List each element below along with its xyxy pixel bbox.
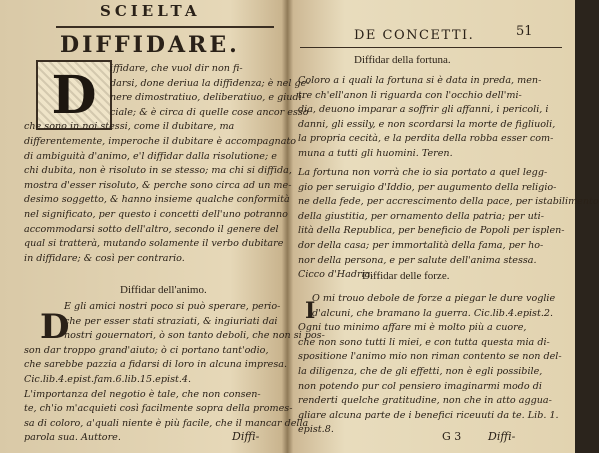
text-line: la propria cecità, e la perdita della robba esser com- (298, 133, 554, 145)
text-line: nostri gouernatori, ò son tanto deboli, che non si pos- (64, 330, 325, 342)
section-heading-fortune: Diffidar della fortuna. (354, 54, 451, 66)
text-line: renderti quelche gratitudine, non che in atto aggua- (298, 395, 552, 407)
text-line: sa di coloro, a'quali niente è più facile, che il mancar della (24, 417, 309, 429)
text-line: la diligenza, che de gli effetti, non è egli possibile, (298, 365, 543, 377)
text-line: accommodarsi sotto dell'altro, secondo il genere del (24, 223, 279, 235)
text-line: desimo soggetto, & hanno insieme qualche conformità (24, 194, 290, 206)
text-line: te, ch'io m'acquieti così facilmente sopra della promes- (24, 403, 293, 415)
section-heading-forces: Diffidar delle forze. (362, 270, 450, 282)
text-line: nel significato, per questo i concetti dell'uno potranno (24, 208, 288, 220)
text-line: L'importanza del negotio è tale, che non consen- (24, 388, 261, 400)
text-line: gio per seruigio d'Iddio, per augumento della religio- (298, 181, 557, 193)
text-line: muna a tutti gli huomini. Teren. (298, 147, 453, 159)
section-initial: D (40, 307, 70, 347)
text-line: Coloro a i quali la fortuna si è data in preda, men- (298, 75, 542, 86)
text-line: che non sono tutti li miei, e con tutta questa mia di- (298, 336, 550, 348)
text-line: dia, deuono imparar a soffrir gli affanni, i pericoli, i (298, 104, 549, 116)
header-rule (56, 26, 274, 28)
running-head: SCIELTA (100, 2, 201, 20)
catchword: Diffi- (488, 430, 516, 443)
text-line: parola sua. Auttore. (24, 432, 121, 444)
text-line: di ambiguità d'animo, e'l diffidar dalla risolutione; e (24, 150, 277, 162)
text-line: chi dubita, non è risoluto in se stesso; ma chi si diffida, (24, 165, 292, 177)
page-number: 51 (516, 24, 533, 39)
text-line: che sarebbe pazzia a fidarsi di loro in alcuna impresa. (24, 359, 288, 371)
fortune-paragraph-2 (298, 166, 599, 283)
section-initial: I (305, 298, 316, 324)
text-line: lità della Republica, per beneficio de Popoli per isplen- (298, 225, 565, 237)
text-line: ne della fede, per accrescimento della pace, per istabilimento (298, 196, 599, 208)
text-line: che per esser stati straziati, & ingiuriati dai (64, 315, 278, 327)
fortune-paragraph-1 (298, 74, 566, 162)
intro-paragraph (24, 62, 310, 266)
text-line: gliare alcuna parte de i benefici riceuuti da te. Lib. 1. (298, 409, 559, 421)
text-line: che sono in noi stessi, come il dubitare, ma (24, 121, 235, 133)
text-line: son dar troppo grand'aiuto; ò ci portano tant'odio, (24, 344, 269, 356)
text-line: darsi, done deriua la diffidenza; è nel ge- (110, 77, 310, 89)
section-heading: Diffidar dell'animo. (120, 284, 207, 296)
text-line: d'alcuni, che bramano la guerra. Cic.lib.4.epist.2. (312, 307, 554, 319)
text-line: epist.8. (298, 424, 334, 436)
running-head: DE CONCETTI. (354, 28, 475, 43)
catchword: Diffi- (232, 430, 260, 443)
text-line: spositione l'animo mio non riman contento se non del- (298, 351, 562, 363)
text-line: dor della casa; per immortalità della fama, per ho- (298, 239, 544, 251)
text-line: Cicco d'Hadria. (298, 269, 374, 281)
text-line: tre ch'ell'anon li riguarda con l'occhio dell'mi- (298, 89, 522, 101)
text-line: in diffidare; & così per contrario. (24, 252, 185, 264)
text-line: nor della persona, e per salute dell'anima stessa. (298, 254, 537, 266)
header-rule (300, 47, 562, 48)
text-line: Cic.lib.4.epist.fam.6.lib.15.epist.4. (24, 373, 192, 385)
forces-paragraph (298, 292, 566, 438)
text-line: qual si tratterà, mutando solamente il verbo dubitare (24, 238, 284, 250)
text-line: della giustitia, per ornamento della patria; per uti- (298, 210, 544, 222)
text-line: non potendo pur col pensiero imaginarmi modo di (298, 380, 542, 392)
text-line: iffidare, che vuol dir non fi- (110, 63, 243, 74)
text-line: Ogni tuo minimo affare mi è molto più a cuore, (298, 322, 527, 334)
text-line: E gli amici nostri poco si può sperare, perio- (64, 301, 281, 312)
text-line: danni, gli essily, e non scordarsi la morte de figliuoli, (298, 118, 556, 130)
text-line: La fortuna non vorrà che io sia portato a quel legg- (298, 167, 548, 178)
signature-mark: G 3 (442, 430, 462, 443)
text-line: O mi trouo debole de forze a piegar le dure voglie (312, 293, 556, 304)
text-line: ciale; & è circa di quelle cose ancor esso (110, 106, 309, 118)
decorated-initial: D (36, 60, 112, 130)
page-title: DIFFIDARE. (60, 32, 240, 58)
right-page (292, 0, 599, 453)
text-line: differentemente, imperoche il dubitare è accompagnato (24, 135, 297, 147)
text-line: mostra d'esser risoluto, & perche sono circa ad un me- (24, 179, 292, 191)
text-line: nere dimostratiuo, deliberatiuo, e giudi- (110, 92, 305, 104)
